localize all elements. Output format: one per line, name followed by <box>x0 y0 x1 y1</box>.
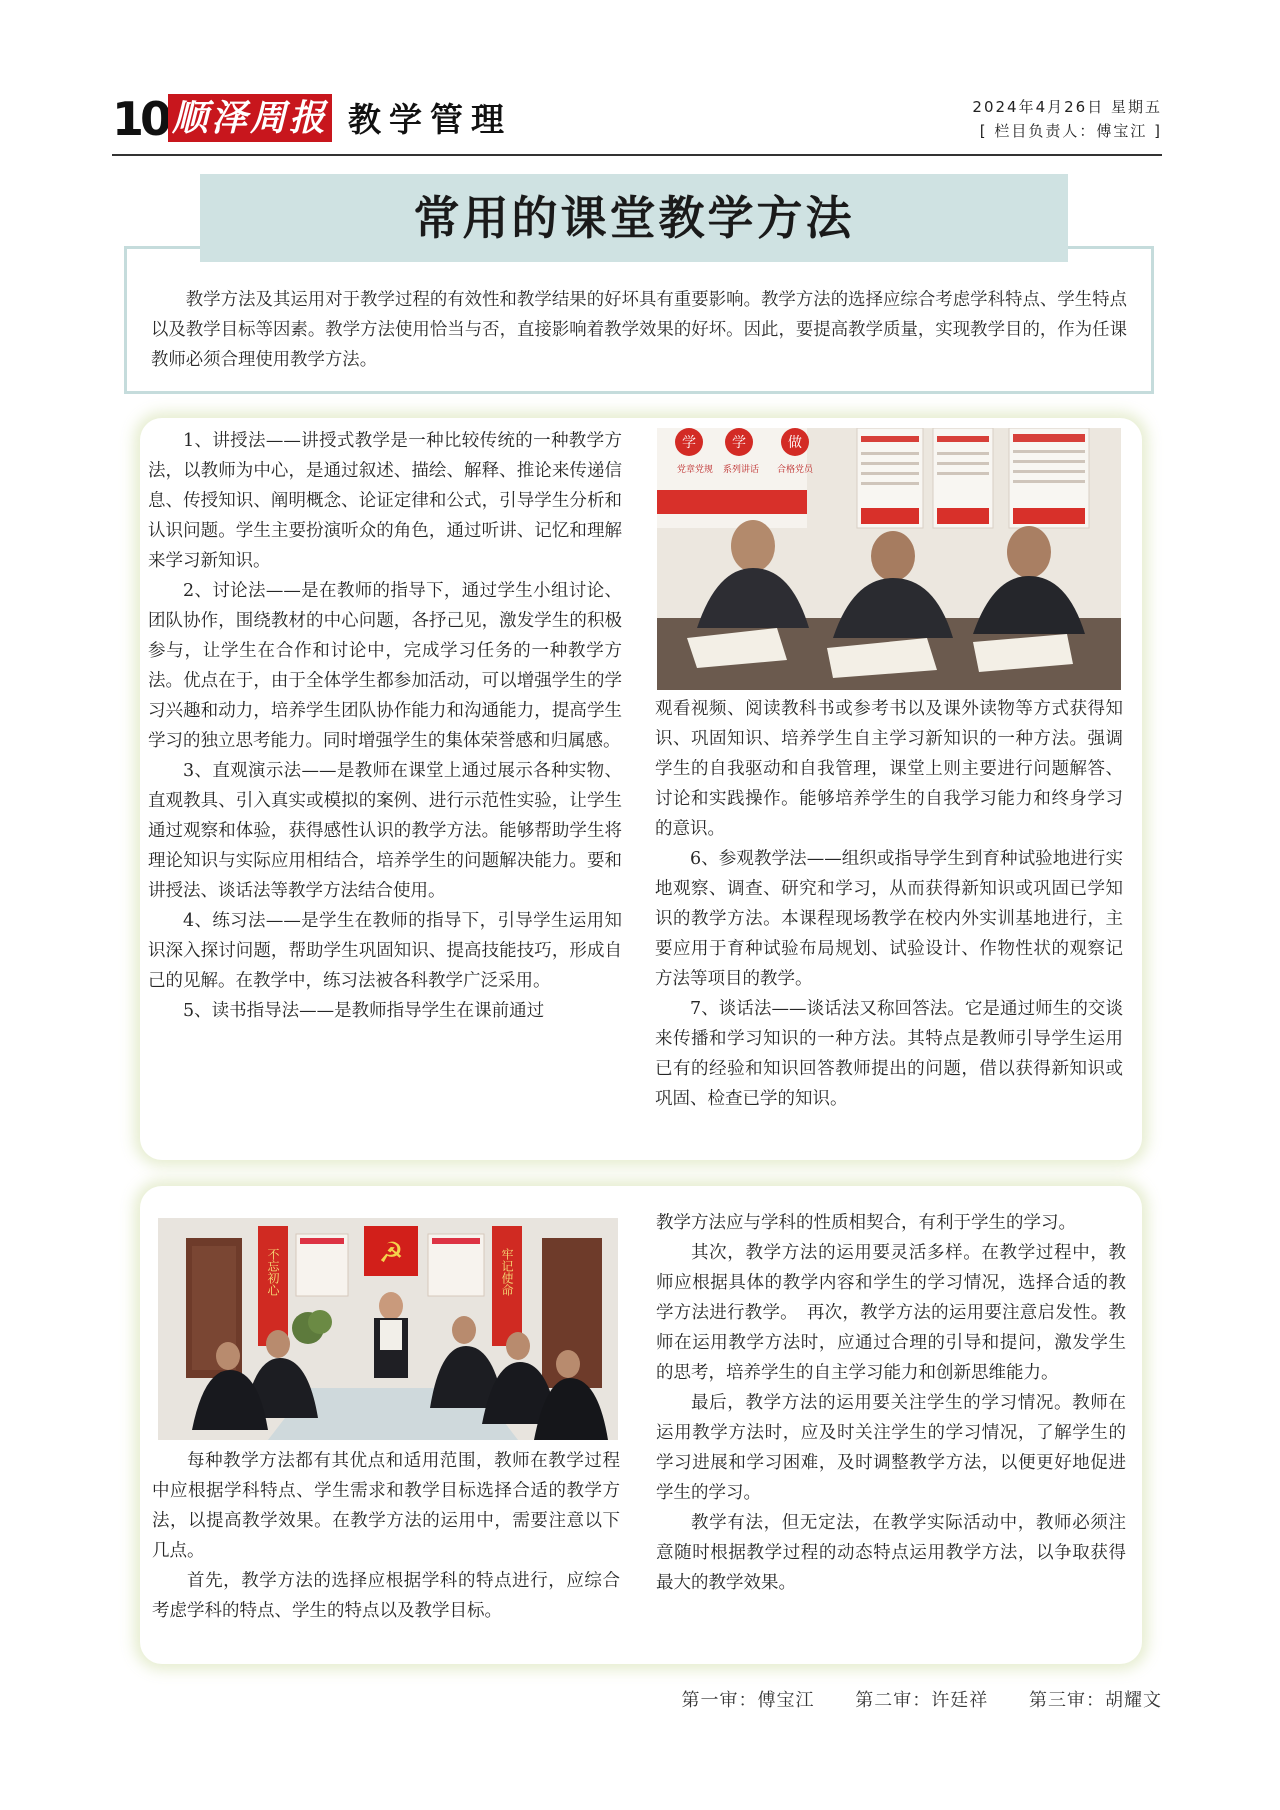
column-editor: [ 栏目负责人：傅宝江 ] <box>979 122 1162 140</box>
usage-paragraph-continued: 教学方法应与学科的性质相契合，有利于学生的学习。 <box>656 1213 1076 1233</box>
second-reviewer: 第二审：许廷祥 <box>855 1690 989 1711</box>
meeting-photo <box>158 1218 618 1440</box>
article-title: 常用的课堂教学方法 <box>413 191 855 245</box>
usage-notes-panel <box>140 1186 1142 1664</box>
method-paragraph: 6、参观教学法——组织或指导学生到育种试验地进行实地观察、调查、研究和学习，从而获得新知识或巩固已学知识的教学方法。本课程现场教学在校内外实训基地进行，主要应用于育种试验布局规划、试验设计、作物性状的观察记方法等项目的教学。 <box>655 849 1123 989</box>
method-paragraph-continued: 观看视频、阅读教科书或参考书以及课外读物等方式获得知识、巩固知识、培养学生自主学习新知识的一种方法。强调学生的自我驱动和自我管理，课堂上则主要进行问题解答、讨论和实践操作。能够培养学生的自我学习能力和终身学习的意识。 <box>655 699 1123 839</box>
sign-char-2: 学 <box>732 435 746 451</box>
intro-text: 教学方法及其运用对于教学过程的有效性和教学结果的好坏具有重要影响。教学方法的选择应综合考虑学科特点、学生特点以及教学目标等因素。教学方法使用恰当与否，直接影响着教学效果的好坏。因此，要提高教学质量，实现教学目的，作为任课教师必须合理使用教学方法。 <box>151 290 1127 370</box>
first-reviewer: 第一审：傅宝江 <box>681 1690 815 1711</box>
masthead <box>112 92 1162 150</box>
sign-caption-2: 系列讲话 <box>723 465 760 475</box>
study-session-photo <box>657 428 1121 690</box>
sign-caption-1: 党章党规 <box>677 465 714 475</box>
method-paragraph: 3、直观演示法——是教师在课堂上通过展示各种实物、直观教具、引入真实或模拟的案例、进行示范性实验，让学生通过观察和体验，获得感性认识的教学方法。能够帮助学生将理论知识与实际应用相结合，培养学生的问题解决能力。要和讲授法、谈话法等教学方法结合使用。 <box>148 761 622 901</box>
methods-right-column <box>655 694 1123 1114</box>
banner-left-text: 不忘初心 <box>266 1248 280 1296</box>
method-paragraph: 7、谈话法——谈话法又称回答法。它是通过师生的交谈来传播和学习知识的一种方法。其特点是教师引导学生运用已有的经验和知识回答教师提出的问题，借以获得新知识或巩固、检查已学的知识。 <box>655 999 1123 1109</box>
title-banner <box>200 174 1068 262</box>
usage-paragraph: 教学有法，但无定法，在教学实际活动中，教师必须注意随时根据教学过程的动态特点运用教学方法，以争取获得最大的教学效果。 <box>656 1513 1126 1593</box>
methods-left-column <box>148 426 622 1026</box>
page-number: 10 <box>112 92 169 146</box>
usage-paragraph: 其次，教学方法的运用要灵活多样。在教学过程中，教师应根据具体的教学内容和学生的学习情况，选择合适的教学方法进行教学。 再次，教学方法的运用要注意启发性。教师在运用教学方法时，应通过合理的引导和提问，激发学生的思考，培养学生的自主学习能力和创新思维能力。 <box>656 1243 1126 1383</box>
method-paragraph: 2、讨论法——是在教师的指导下，通过学生小组讨论、团队协作，围绕教材的中心问题，各抒己见，激发学生的积极参与，让学生在合作和讨论中，完成学习任务的一种教学方法。优点在于，由于全体学生都参加活动，可以增强学生的学习兴趣和动力，培养学生团队协作能力和沟通能力，提高学生学习的独立思考能力。同时增强学生的集体荣誉感和归属感。 <box>148 581 622 751</box>
method-paragraph: 5、读书指导法——是教师指导学生在课前通过 <box>183 1001 545 1021</box>
usage-right-column <box>656 1208 1126 1598</box>
section-name: 教学管理 <box>348 100 512 139</box>
header-divider <box>112 154 1162 156</box>
methods-panel <box>140 418 1142 1160</box>
intro-box <box>124 246 1154 394</box>
banner-right-text: 牢记使命 <box>500 1248 514 1296</box>
method-paragraph: 4、练习法——是学生在教师的指导下，引导学生运用知识深入探讨问题，帮助学生巩固知识、提高技能技巧，形成自己的见解。在教学中，练习法被各科教学广泛采用。 <box>148 911 622 991</box>
usage-paragraph: 首先，教学方法的选择应根据学科的特点进行，应综合考虑学科的特点、学生的特点以及教学目标。 <box>152 1571 620 1621</box>
method-paragraph: 1、讲授法——讲授式教学是一种比较传统的一种教学方法，以教师为中心，是通过叙述、描绘、解释、推论来传递信息、传授知识、阐明概念、论证定律和公式，引导学生分析和认识问题。学生主要扮演听众的角色，通过听讲、记忆和理解来学习新知识。 <box>148 431 622 571</box>
usage-paragraph: 每种教学方法都有其优点和适用范围，教师在教学过程中应根据学科特点、学生需求和教学目标选择合适的教学方法，以提高教学效果。在教学方法的运用中，需要注意以下几点。 <box>152 1451 620 1561</box>
party-emblem-icon: ☭ <box>378 1236 404 1269</box>
usage-paragraph: 最后，教学方法的运用要关注学生的学习情况。教师在运用教学方法时，应及时关注学生的学习情况，了解学生的学习进展和学习困难，及时调整教学方法，以便更好地促进学生的学习。 <box>656 1393 1126 1503</box>
sign-caption-3: 合格党员 <box>777 465 814 475</box>
sign-char-3: 做 <box>788 435 802 451</box>
third-reviewer: 第三审：胡耀文 <box>1029 1690 1162 1711</box>
review-credits <box>648 1686 1162 1712</box>
issue-date: 2024年4月26日 星期五 <box>972 98 1162 116</box>
usage-left-column <box>152 1446 620 1626</box>
sign-char-1: 学 <box>682 435 696 451</box>
newspaper-name: 顺泽周报 <box>168 94 332 142</box>
